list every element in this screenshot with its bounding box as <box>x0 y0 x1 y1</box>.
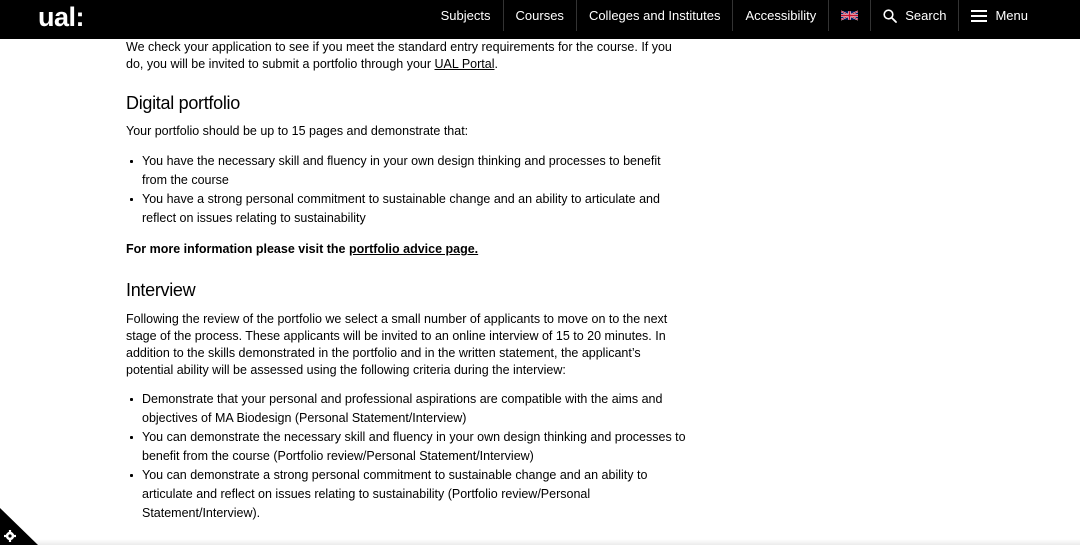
list-item: Demonstrate that your personal and professional aspirations are compatible with the aims and objectives of MA Biodesign (Personal Statement/Interview) <box>126 390 686 428</box>
cookie-settings-button[interactable] <box>0 508 38 545</box>
ual-logo[interactable]: ual: <box>38 2 85 32</box>
intro-suffix: . <box>494 57 498 71</box>
portfolio-criteria-list <box>126 152 686 228</box>
list-item: You can demonstrate a strong personal commitment to sustainable change and an ability to articulate and reflect on issues relating to sustainability (Portfolio review/Personal Statement/Interview). <box>126 466 686 523</box>
list-item: You can demonstrate the necessary skill and fluency in your own design thinking and processes to benefit from the course (Portfolio review/Personal Statement/Interview) <box>126 428 686 466</box>
nav-subjects[interactable]: Subjects <box>429 0 504 31</box>
nav-courses[interactable]: Courses <box>504 0 577 31</box>
bottom-fade <box>0 539 1080 545</box>
gear-icon <box>0 508 38 545</box>
uk-flag-icon <box>841 10 858 21</box>
digital-portfolio-heading: Digital portfolio <box>126 93 240 113</box>
main-nav <box>429 0 1040 31</box>
more-info-line <box>126 241 686 258</box>
menu-button[interactable] <box>959 0 1040 31</box>
search-button[interactable] <box>871 0 959 31</box>
interview-paragraph: Following the review of the portfolio we select a small number of applicants to move on to the next stage of the process. These applicants will be invited to an online interview of 15 to 20 minutes. In addition to the skills demonstrated in the portfolio and in the written statement, the applicant’s potential ability will be assessed using the following criteria during the interview: <box>126 312 668 377</box>
ual-portal-link[interactable]: UAL Portal <box>434 57 495 71</box>
search-label: Search <box>905 8 947 23</box>
more-info-text: For more information please visit the <box>126 242 349 256</box>
top-navigation-bar <box>0 0 1080 39</box>
hamburger-menu-icon <box>971 10 987 22</box>
list-item: You have a strong personal commitment to sustainable change and an ability to articulate and reflect on issues relating to sustainability <box>126 190 686 228</box>
search-icon <box>883 9 897 23</box>
menu-label: Menu <box>995 8 1028 23</box>
interview-criteria-list <box>126 390 686 523</box>
portfolio-advice-link[interactable]: portfolio advice page. <box>348 242 479 256</box>
nav-colleges[interactable]: Colleges and Institutes <box>577 0 734 31</box>
nav-accessibility[interactable]: Accessibility <box>733 0 829 31</box>
interview-heading: Interview <box>126 280 196 300</box>
list-item: You have the necessary skill and fluency in your own design thinking and processes to benefit from the course <box>126 152 686 190</box>
language-switcher[interactable] <box>829 0 871 31</box>
main-content <box>126 39 686 523</box>
portfolio-intro: Your portfolio should be up to 15 pages and demonstrate that: <box>126 124 469 138</box>
intro-text: We check your application to see if you meet the standard entry requirements for the course. If you do, you will be invited to submit a portfolio through your <box>126 40 672 71</box>
intro-paragraph <box>126 39 686 73</box>
